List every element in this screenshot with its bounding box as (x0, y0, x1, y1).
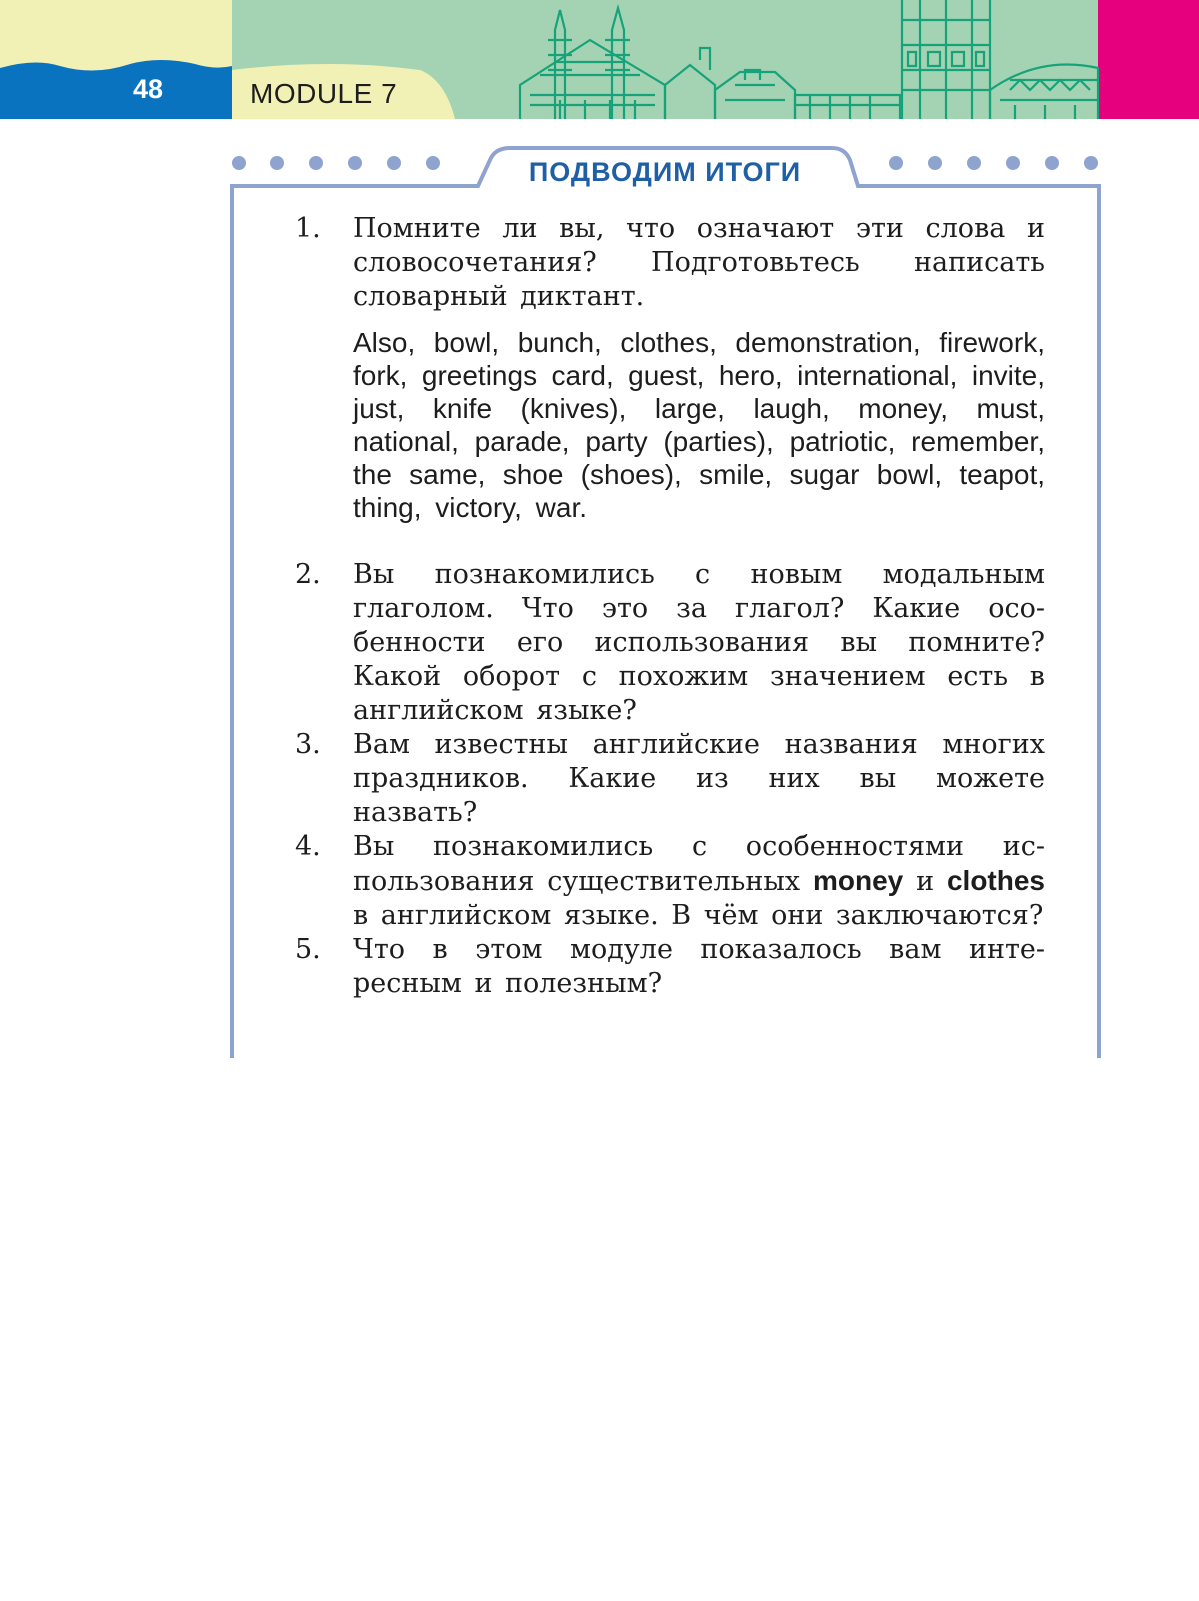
review-question-list (290, 212, 1045, 1001)
item-text: Вам известны английские названия многих праздников. Какие из них вы можете назвать? (353, 729, 1045, 828)
item-number: 2. (295, 559, 321, 590)
list-item (290, 558, 1045, 728)
item-text: Вы познакомились с новым модальным глаголом. Что это за глагол? Какие особенности его использования вы помните? Какой оборот с похожим значением есть в английском языке? (353, 559, 1045, 726)
item-text: Что в этом модуле показалось вам интересным и полезным? (353, 934, 1045, 999)
module-label: MODULE 7 (250, 78, 398, 109)
item-text-part: в английском языке. В чём они заключаются? (353, 900, 1044, 931)
item-number: 4. (295, 831, 321, 862)
item-number: 1. (295, 213, 321, 244)
term-money: money (812, 865, 904, 896)
list-item (290, 212, 1045, 524)
item-text-part: и (916, 866, 935, 897)
item-number: 5. (295, 934, 321, 965)
list-item (290, 830, 1045, 933)
list-item (290, 933, 1045, 1001)
page-number: 48 (132, 74, 164, 104)
item-text-part: Вы познакомились с особенностями использования существительных (353, 831, 1045, 897)
section-title: ПОДВОДИМ ИТОГИ (528, 157, 802, 187)
item-text: Помните ли вы, что означают эти слова и словосочетания? Подготовьтесь написать словарный диктант. (353, 213, 1045, 312)
term-clothes: clothes (946, 865, 1045, 896)
vocabulary-word-list: Also, bowl, bunch, clothes, demonstration, firework, fork, greetings card, guest, hero, international, invite, just, knife (knives), large, laugh, money, must, national, parade, party (parties), patriotic, remember, the same, shoe (shoes), smile, sugar bowl, teapot, thing, victory, war. (353, 327, 1045, 523)
item-text (353, 830, 1045, 933)
item-number: 3. (295, 729, 321, 760)
list-item (290, 728, 1045, 830)
